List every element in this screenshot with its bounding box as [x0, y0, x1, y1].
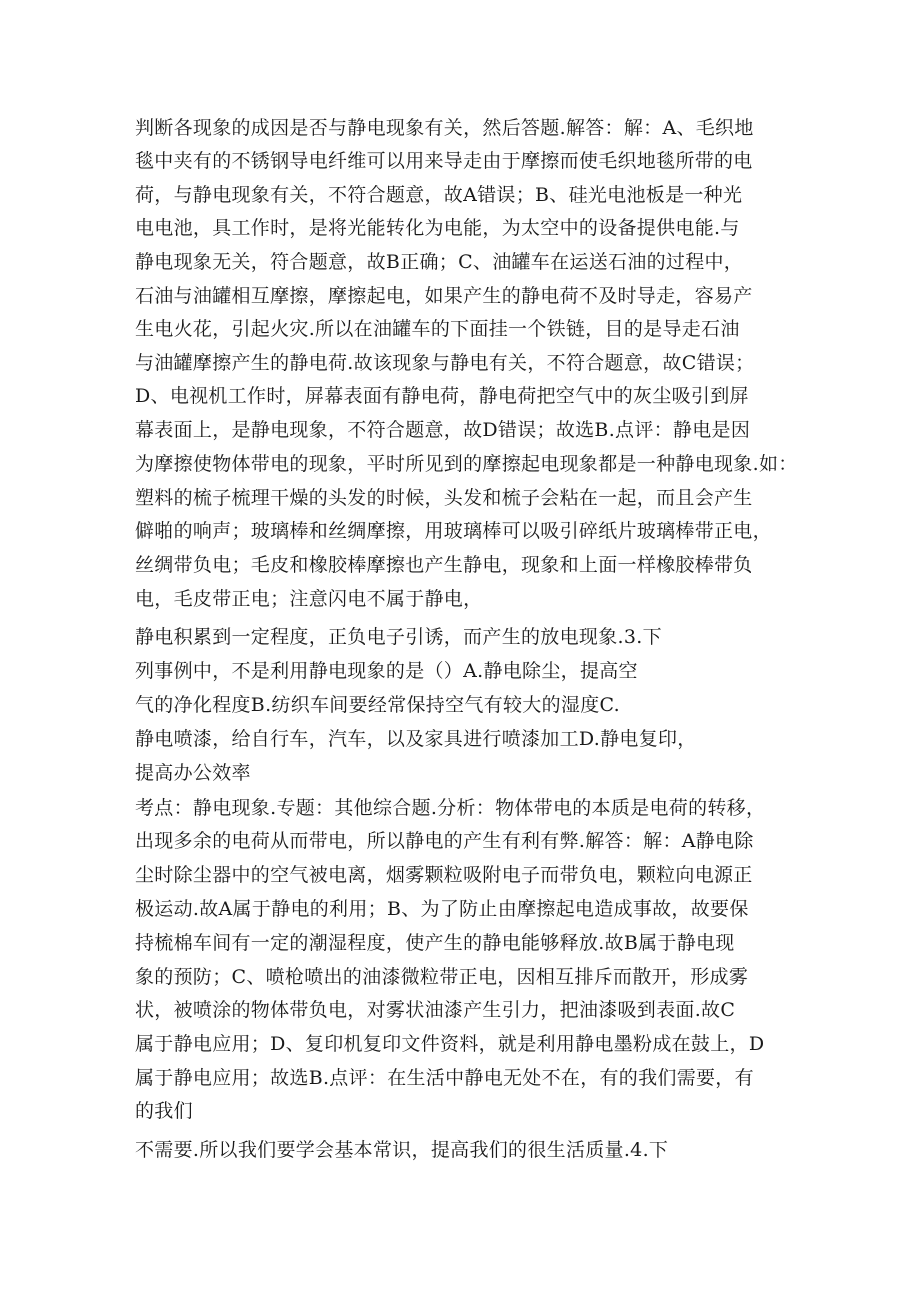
text-line-26: 象的预防；C、喷枪喷出的油漆微粒带正电，因相互排斥而散开，形成雾 [135, 966, 749, 988]
text-line-28: 属于静电应用；D、复印机复印文件资料，就是利用静电墨粉成在鼓上，D [135, 1033, 765, 1055]
text-line-24: 极运动.故A属于静电的利用；B、为了防止由摩擦起电造成事故，故要保 [135, 898, 749, 920]
text-line-6: 石油与油罐相互摩擦，摩擦起电，如果产生的静电荷不及时导走，容易产 [135, 285, 753, 307]
text-line-17: 列事例中，不是利用静电现象的是（）A.静电除尘，提高空 [135, 660, 638, 682]
text-line-10: 幕表面上，是静电现象，不符合题意，故D错误；故选B.点评：静电是因 [135, 419, 751, 441]
text-line-3: 荷，与静电现象有关，不符合题意，故A错误；B、硅光电池板是一种光 [135, 184, 743, 206]
text-line-9: D、电视机工作时，屏幕表面有静电荷，静电荷把空气中的灰尘吸引到屏 [135, 385, 749, 407]
text-line-5: 静电现象无关，符合题意，故B正确；C、油罐车在运送石油的过程中， [135, 251, 744, 273]
text-line-18: 气的净化程度B.纺织车间要经常保持空气有较大的湿度C. [135, 694, 621, 716]
text-line-15: 电，毛皮带正电；注意闪电不属于静电， [135, 588, 483, 610]
text-line-7: 生电火花，引起火灾.所以在油罐车的下面挂一个铁链，目的是导走石油 [135, 318, 740, 340]
text-line-25: 持梳棉车间有一定的潮湿程度，使产生的静电能够释放.故B属于静电现 [135, 932, 735, 954]
text-line-14: 丝绸带负电；毛皮和橡胶棒摩擦也产生静电，现象和上面一样橡胶棒带负 [135, 554, 753, 576]
text-line-19: 静电喷漆，给自行车，汽车，以及家具进行喷漆加工D.静电复印， [135, 728, 697, 750]
text-line-27: 状，被喷涂的物体带负电，对雾状油漆产生引力，把油漆吸到表面.故C [135, 999, 736, 1021]
text-line-21: 考点：静电现象.专题：其他综合题.分析：物体带电的本质是电荷的转移， [135, 797, 766, 819]
text-line-2: 毯中夹有的不锈钢导电纤维可以用来导走由于摩擦而使毛织地毯所带的电 [135, 150, 753, 172]
text-line-16: 静电积累到一定程度，正负电子引诱，而产生的放电现象.3.下 [135, 626, 662, 648]
text-line-1: 判断各现象的成因是否与静电现象有关，然后答题.解答：解：A、毛织地 [135, 117, 754, 139]
text-line-22: 出现多余的电荷从而带电，所以静电的产生有利有弊.解答：解：A静电除 [135, 830, 754, 852]
text-line-29: 属于静电应用；故选B.点评：在生活中静电无处不在，有的我们需要，有 [135, 1067, 754, 1089]
text-line-30: 的我们 [135, 1100, 193, 1122]
text-line-20: 提高办公效率 [135, 762, 251, 784]
text-line-11: 为摩擦使物体带电的现象，平时所见到的摩擦起电现象都是一种静电现象.如： [135, 453, 798, 475]
text-line-4: 电电池，具工作时，是将光能转化为电能，为太空中的设备提供电能.与 [135, 217, 740, 239]
text-line-13: 僻啪的响声；玻璃棒和丝绸摩擦，用玻璃棒可以吸引碎纸片玻璃棒带正电， [135, 520, 772, 542]
text-line-31: 不需要.所以我们要学会基本常识，提高我们的很生活质量.4.下 [135, 1139, 669, 1161]
text-line-12: 塑料的梳子梳理干燥的头发的时候，头发和梳子会粘在一起，而且会产生 [135, 487, 753, 509]
text-line-23: 尘时除尘器中的空气被电离，烟雾颗粒吸附电子而带负电，颗粒向电源正 [135, 864, 753, 886]
text-line-8: 与油罐摩擦产生的静电荷.故该现象与静电有关，不符合题意，故C错误； [135, 352, 755, 374]
